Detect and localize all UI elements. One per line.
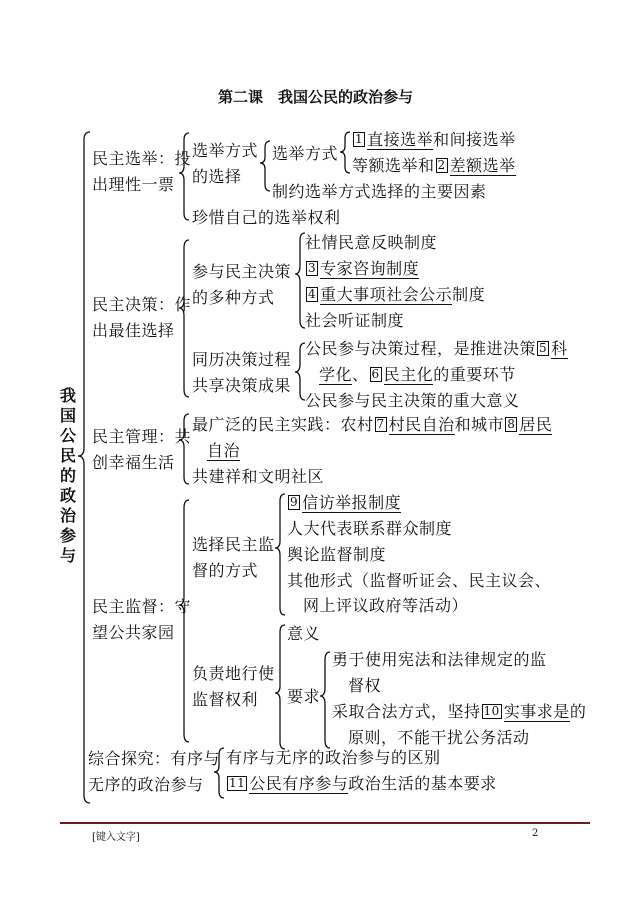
s4-resp-line1: 负责地行使 <box>192 664 275 683</box>
s2-ways-line1: 参与民主决策 <box>192 262 292 281</box>
s4-resp-line2: 监督权利 <box>192 690 259 709</box>
s1-cherish: 珍惜自己的选举权利 <box>192 208 341 227</box>
number-box: 5 <box>539 341 548 355</box>
s2-exp-line1: 同历决策过程 <box>192 350 292 369</box>
s2-way-1: 社情民意反映制度 <box>305 233 438 252</box>
s2-ways-line2: 的多种方式 <box>192 288 275 307</box>
s4-req-item-2-cont: 原则，不能干扰公务活动 <box>348 728 530 747</box>
s1-method-line1: 选举方式 <box>192 141 259 160</box>
page-title: 第二课 我国公民的政治参与 <box>218 88 414 106</box>
s5-item-1: 有序与无序的政治参与的区别 <box>226 748 441 767</box>
s4-meaning: 意义 <box>287 624 321 643</box>
s4-brace <box>179 500 189 742</box>
s2-exp-line2: 共享决策成果 <box>192 376 292 395</box>
s1-item-direct: 1 直接选举和间接选举 <box>355 130 516 149</box>
s2-exp-brace <box>295 343 305 400</box>
s1-factors: 制约选举方式选择的主要因素 <box>272 182 487 201</box>
s1-label-line1: 民主选举：投 <box>92 149 192 168</box>
s4-choose-item-4-cont: 网上评议政府等活动） <box>303 596 469 615</box>
s1-item-differential: 等额选举和 2 差额选举 <box>352 156 516 175</box>
page-number: 2 <box>532 828 539 839</box>
root-label: 我国公民的政治参与 <box>59 386 76 565</box>
s5-item-2: 11 公民有序参与政治生活的基本要求 <box>229 774 497 793</box>
s2-exp-item-1: 公民参与决策过程，是推进决策 5 科 <box>305 339 568 358</box>
s5-label-line2: 无序的政治参与 <box>88 775 204 794</box>
s4-choose-item-2: 人大代表联系群众制度 <box>287 519 453 538</box>
s1-method-brace <box>260 141 270 191</box>
number-box: 7 <box>376 417 385 431</box>
s2-ways-brace <box>295 233 305 328</box>
s4-choose-brace <box>275 494 285 615</box>
s1-sub-label: 选举方式 <box>272 144 339 163</box>
s4-choose-line1: 选择民主监 <box>192 535 275 554</box>
s2-label-line1: 民主决策：作 <box>92 295 192 314</box>
number-box: 1 <box>355 132 364 146</box>
s4-choose-item-3: 舆论监督制度 <box>287 545 387 564</box>
s2-way-3: 4 重大事项社会公示制度 <box>308 285 486 304</box>
s4-choose-item-1: 9 信访举报制度 <box>290 493 402 512</box>
s2-brace <box>179 240 189 397</box>
number-box: 11 <box>229 776 246 790</box>
s2-label-line2: 出最佳选择 <box>92 321 175 340</box>
number-box: 10 <box>483 704 500 718</box>
number-box: 2 <box>437 158 446 172</box>
number-box: 4 <box>308 287 317 301</box>
number-box: 8 <box>507 417 516 431</box>
s2-way-2: 3 专家咨询制度 <box>308 259 420 278</box>
s4-req-item-2: 采取合法方式，坚持 10 实事求是的 <box>332 702 587 721</box>
number-box: 6 <box>371 367 380 381</box>
s3-practice-cont: 自治 <box>207 441 241 460</box>
s2-exp-item-2: 公民参与民主决策的重大意义 <box>305 391 520 410</box>
s4-choose-line2: 督的方式 <box>192 561 259 580</box>
footer-rule <box>60 822 590 824</box>
s5-label-line1: 综合探究：有序与 <box>88 749 221 768</box>
number-box: 9 <box>290 495 299 509</box>
footer-placeholder: [键入文字] <box>92 832 140 843</box>
s4-label-line1: 民主监督：守 <box>92 597 192 616</box>
s3-community: 共建祥和文明社区 <box>192 467 325 486</box>
s3-label-line1: 民主管理：共 <box>92 427 192 446</box>
s1-method-line2: 的选择 <box>192 167 242 186</box>
s4-resp-brace <box>275 625 285 749</box>
number-box: 3 <box>308 261 317 275</box>
s1-sub-brace <box>340 132 350 173</box>
s2-way-4: 社会听证制度 <box>305 311 405 330</box>
s4-label-line2: 望公共家园 <box>92 623 175 642</box>
s4-choose-item-4: 其他形式（监督听证会、民主议会、 <box>287 571 552 590</box>
s4-requirement: 要求 <box>287 687 321 706</box>
s1-label-line2: 出理性一票 <box>92 175 175 194</box>
s3-practice: 最广泛的民主实践：农村 7 村民自治和城市 8 居民 <box>192 415 553 434</box>
s2-exp-item-1-cont: 学化、 6 民主化的重要环节 <box>319 365 516 384</box>
s3-label-line2: 创幸福生活 <box>92 453 175 472</box>
root-brace <box>78 132 90 803</box>
s4-req-item-1-cont: 督权 <box>348 676 382 695</box>
s4-req-brace <box>320 652 330 748</box>
s4-req-item-1: 勇于使用宪法和法律规定的监 <box>332 650 547 669</box>
